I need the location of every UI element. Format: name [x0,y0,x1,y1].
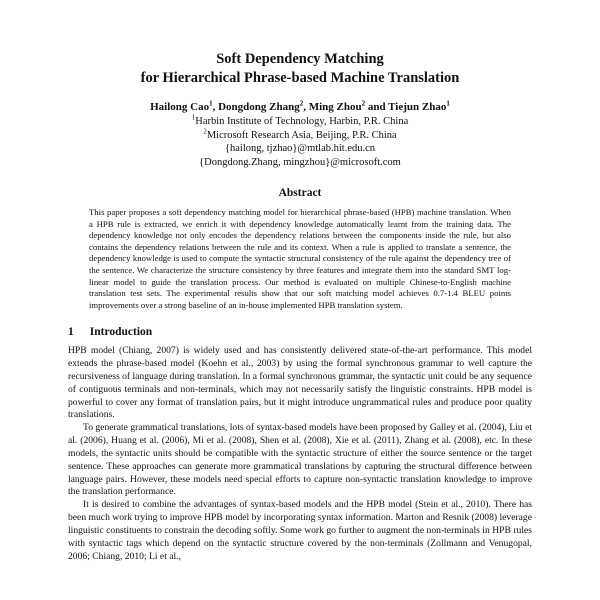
email-block [68,142,532,170]
author-name: Ming Zhou [308,100,362,113]
affiliation-line [68,129,532,143]
author-separator: and [365,100,389,113]
paper-title [68,50,532,88]
affiliation-marker: 2 [203,127,207,136]
paper-title-line2: for Hierarchical Phrase-based Machine Translation [140,69,460,86]
affiliation-block [68,115,532,143]
author-name: Hailong Cao [150,100,210,113]
author-separator: , [212,100,219,113]
abstract-heading: Abstract [278,187,322,200]
author-affil-marker: 1 [209,99,213,108]
author-affil-marker: 1 [446,99,450,108]
affiliation-line [68,115,532,129]
section-title: Introduction [89,326,153,339]
intro-paragraph-2: To generate grammatical translations, lots of syntax-based models have been proposed by Galley et al. (2004), Liu et al. (2006), Huang et al. (2006), Mi et al. (2008), Shen et al. (2008), Xie et al. (2011), Zhang et al. (2008), etc. In these models, the syntactic units should be compatible with the syntactic structure of either the source sentence or the target sentence. These approaches can generate more grammatical translations by capturing the structural difference between language pairs. However, these models need special efforts to capture non-syntactic translation knowledge to improve the translation performance. [68,422,532,498]
abstract-text: This paper proposes a soft dependency matching model for hierarchical phrase-based (HPB) machine translation. When a HPB rule is extracted, we enrich it with dependency knowledge automatically learnt from the training data. The dependency knowledge not only encodes the dependency relations between the components inside the rule, but also contains the dependency relations between the rule and its context. When a rule is applied to translate a sentence, the dependency knowledge is used to compute the syntactic structural consistency of the rule against the dependency tree of the sentence. We characterize the structure consistency by three features and integrate them into the standard SMT log-linear model to guide the translation process. Our method is evaluated on multiple Chinese-to-English machine translation test sets. The experimental results show that our soft matching model achieves 0.7-1.4 BLEU points improvements over a strong baseline of an in-house implemented HPB translation system. [89,207,511,310]
section-heading-introduction [68,326,532,338]
intro-paragraph-3: It is desired to combine the advantages of syntax-based models and the HPB model (Stein et al., 2010). There has been much work trying to improve HPB model by incorporating syntax information. Marton and Resnik (2008) leverage linguistic constituents to constrain the decoding softly. Some work go further to augment the non-terminals in HPB rules with syntactic tags which depend on the syntactic structure covered by the non-terminals (Zollmann and Venugopal, 2006; Chiang, 2010; Li et al., [68,499,532,562]
intro-paragraph-1: HPB model (Chiang, 2007) is widely used and has consistently delivered state-of-the-art performance. This model extends the phrase-based model (Koehn et al., 2003) by using the formal synchronous grammar to well capture the recursiveness of language during translation. In a formal synchronous grammar, the syntactic unit could be any sequence of contiguous terminals and non-terminals, which may not necessarily satisfy the linguistic constraints. HPB model is powerful to cover any format of translation pairs, but it might introduce ungrammatical rules and produce poor quality translations. [68,345,532,421]
paper-title-line1: Soft Dependency Matching [216,51,384,67]
author-line [68,101,532,113]
author-name: Tiejun Zhao [388,100,447,113]
affiliation-text: Microsoft Research Asia, Beijing, P.R. China [206,129,397,141]
author-affil-marker: 2 [299,99,304,108]
email-line: {hailong, tjzhao}@mtlab.hit.edu.cn [224,143,376,155]
author-name: Dongdong Zhang [218,100,300,113]
author-affil-marker: 2 [361,99,366,108]
section-number: 1 [68,326,74,339]
affiliation-marker: 1 [191,113,196,122]
email-line: {Dongdong.Zhang, mingzhou}@microsoft.com [199,157,401,169]
affiliation-text: Harbin Institute of Technology, Harbin, P.R. China [195,115,409,127]
author-separator: , [303,100,309,113]
